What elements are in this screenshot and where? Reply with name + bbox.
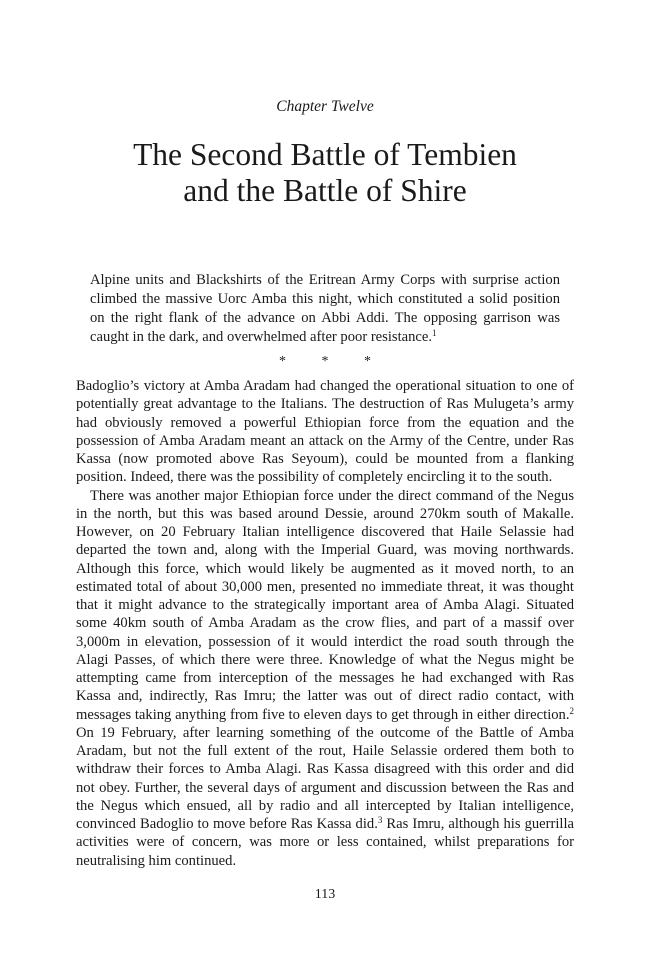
chapter-label: Chapter Twelve [276,98,374,115]
footnote-ref-1: 1 [432,328,437,338]
paragraph-1: Badoglio’s victory at Amba Aradam had changed the operational situation to one of potentially great advantage to the Italians. The destruction of Ras Mulugeta’s army had obviously removed a powerful Ethiopian force from the equation and the possession of Amba Aradam meant an attack on the Army of the Centre, under Ras Kassa (now promoted above Ras Seyoum), could be mounted from a flanking position. Indeed, there was the possibility of completely encircling it to the south. [76,378,574,486]
footnote-ref-2: 2 [569,705,574,716]
paragraph-2-part-3: Ras Imru, although his guerrilla activities were of concern, was more or less contained, whilst preparations for neutralising him continued. [76,816,575,869]
paragraph-2-part-1: There was another major Ethiopian force under the direct command of the Negus in the north, but this was based around Dessie, around 270km south of Makalle. However, on 20 February Italian intelligence discovered that Haile Selassie had departed the town and, along with the Imperial Guard, was moving northwards. Although this force, which would likely be augmented as it moved north, to an estimated total of about 30,000 men, presented no immediate threat, it was thought that it might advance to the strategically important area of Amba Alagi. Situated some 40km south of Amba Aradam as the crow flies, and part of a massif over 3,000m in elevation, possession of it would interdict the road south through the Alagi Passes, of which there were three. Knowledge of what the Negus might be attempting came from interception of the messages he had exchanged with Ras Kassa and, indirectly, Ras Imru; the latter was out of direct radio contact, with messages taking anything from five to eleven days to get through in either direction. [76,487,574,723]
epigraph [90,271,560,347]
chapter-title-line-2: and the Battle of Shire [183,173,467,208]
chapter-title [0,137,650,209]
section-separator: * * * [279,354,387,369]
chapter-title-line-1: The Second Battle of Tembien [133,137,517,172]
page-number: 113 [314,887,336,902]
body-text [76,377,574,870]
epigraph-text: Alpine units and Blackshirts of the Eritrean Army Corps with surprise action climbed the massive Uorc Amba this night, which constituted a solid position on the right flank of the advance on Abbi Addi. The opposing garrison was caught in the dark, and overwhelmed after poor resistance. [90,272,560,345]
paragraph-2-part-2: On 19 February, after learning something of the outcome of the Battle of Amba Aradam, but not the full extent of the rout, Haile Selassie ordered them both to withdraw their forces to Amba Alagi. Ras Kassa disagreed with this order and did not obey. Further, the several days of argument and discussion between the Ras and the Negus which ensued, all by radio and all intercepted by Italian intelligence, convinced Badoglio to move before Ras Kassa did. [76,724,574,832]
footnote-ref-3: 3 [377,815,383,825]
paragraph-2 [76,487,574,870]
